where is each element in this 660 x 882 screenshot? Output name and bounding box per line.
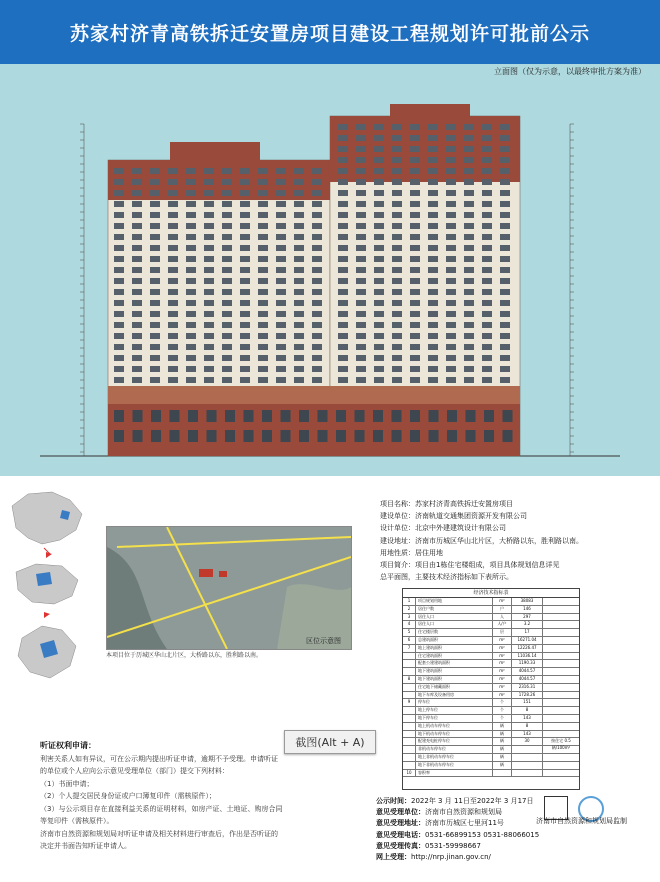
footer-row <box>376 841 656 852</box>
notice-footer <box>376 796 656 863</box>
hearing-line: 等复印件（需核原件）。 <box>40 817 114 825</box>
table-cell <box>543 762 579 769</box>
table-cell: m² <box>493 684 512 691</box>
hearing-line: 的单位或个人应向公示意见受理单位（部门）提交下列材料： <box>40 767 229 775</box>
table-row <box>403 707 579 715</box>
table-cell: 地下停车位 <box>416 715 493 722</box>
table-cell: 地下建筑面积 <box>416 676 493 683</box>
table-cell <box>512 770 543 777</box>
table-cell: 3 <box>403 614 416 621</box>
table-cell: 辆 <box>493 723 512 730</box>
table-cell: 辆 <box>493 762 512 769</box>
table-cell: 16271.04 <box>512 637 543 644</box>
indicator-table <box>402 588 580 790</box>
table-row <box>403 699 579 707</box>
table-cell: 7 <box>403 645 416 652</box>
table-cell <box>543 723 579 730</box>
project-summary: 项目简介：项目由1栋住宅楼组成，项目具体规划信息详见 <box>380 561 560 570</box>
table-cell <box>543 754 579 761</box>
footer-row <box>376 852 656 863</box>
table-cell: 个 <box>493 707 512 714</box>
table-title: 经济技术指标表 <box>403 589 579 598</box>
table-cell <box>543 653 579 660</box>
site-location-map <box>106 526 352 650</box>
hearing-line: 利害关系人如有异议，可在公示期内提出听证申请，逾期不予受理。申请听证 <box>40 754 278 763</box>
project-summary-2: 总平面图，主要技术经济指标如下表所示。 <box>380 573 513 582</box>
addr-value: 济南市历城区七里河11号 <box>425 819 504 828</box>
table-row <box>403 660 579 668</box>
table-cell: 17 <box>512 629 543 636</box>
table-row <box>403 762 579 770</box>
table-cell <box>512 762 543 769</box>
title-bar <box>0 0 660 64</box>
table-cell: m² <box>493 676 512 683</box>
table-cell: 地上建筑面积 <box>416 645 493 652</box>
table-cell: 住宅楼层数 <box>416 629 493 636</box>
table-cell: 住宅建筑面积 <box>416 653 493 660</box>
table-row <box>403 715 579 723</box>
table-cell <box>403 707 416 714</box>
table-cell: 项目规划用地 <box>416 598 493 605</box>
issuer-text: 济南市自然资源和规划局监制 <box>536 817 627 825</box>
page-title: 苏家村济青高铁拆迁安置房项目建设工程规划许可批前公示 <box>69 22 590 45</box>
table-cell <box>543 731 579 738</box>
info-section <box>0 478 660 882</box>
table-cell <box>543 668 579 675</box>
table-row <box>403 692 579 700</box>
table-cell: 辆 <box>493 731 512 738</box>
table-cell: 11036.14 <box>512 653 543 660</box>
table-cell: 143 <box>512 715 543 722</box>
table-cell: 配建充电桩停车位 <box>416 738 493 745</box>
table-cell <box>543 715 579 722</box>
table-row <box>403 606 579 614</box>
table-cell: 10 <box>403 770 416 777</box>
table-cell: 6 <box>403 637 416 644</box>
table-cell <box>512 754 543 761</box>
table-row <box>403 598 579 606</box>
table-cell: 5 <box>403 629 416 636</box>
table-cell <box>403 731 416 738</box>
table-row <box>403 676 579 684</box>
web-value[interactable]: http://nrp.jinan.gov.cn/ <box>411 853 491 862</box>
table-cell <box>403 754 416 761</box>
table-row <box>403 645 579 653</box>
footer-row <box>376 796 656 807</box>
period-label: 公示时间： <box>376 797 411 805</box>
table-cell: 辆 <box>493 746 512 753</box>
table-cell: 辆 <box>493 738 512 745</box>
table-cell <box>543 692 579 699</box>
table-cell: 地下车库及设备用房 <box>416 692 493 699</box>
table-cell <box>543 629 579 636</box>
table-cell: 按住宅 0.5 辆/100m² <box>551 738 571 751</box>
table-cell <box>403 715 416 722</box>
table-cell <box>543 606 579 613</box>
table-cell: 2316.31 <box>512 684 543 691</box>
table-row <box>403 754 579 762</box>
table-cell: 151 <box>512 699 543 706</box>
table-cell: 配套公建建筑面积 <box>416 660 493 667</box>
table-cell: 30 <box>512 738 543 745</box>
table-cell: m² <box>493 660 512 667</box>
table-cell <box>403 684 416 691</box>
table-cell: 地下非机动车停车位 <box>416 762 493 769</box>
table-cell <box>403 660 416 667</box>
table-row <box>403 653 579 661</box>
table-cell: 8 <box>512 723 543 730</box>
table-cell: m² <box>493 653 512 660</box>
table-cell: 非机动车停车位 <box>416 746 493 753</box>
period-value: 2022年 3 月 11日至2022年 3 月17日 <box>411 797 534 805</box>
table-cell: 2 <box>403 606 416 613</box>
site-map-caption: 本项目位于历城区华山北片区，大桥路以东，胜利路以南。 <box>106 652 263 659</box>
hearing-rights <box>40 740 330 853</box>
table-cell: m² <box>493 637 512 644</box>
table-cell: 297 <box>512 614 543 621</box>
table-row <box>403 770 579 778</box>
table-cell: 地下建筑面积 <box>416 668 493 675</box>
hearing-line: 决定并书面告知听证申请人。 <box>40 842 131 850</box>
phone-label: 意见受理电话： <box>376 830 425 839</box>
table-cell: 1190.33 <box>512 660 543 667</box>
table-cell: m² <box>493 692 512 699</box>
table-cell <box>543 637 579 644</box>
table-cell: 38083 <box>512 598 543 605</box>
fax-value: 0531-59998667 <box>425 841 481 850</box>
table-cell <box>403 746 416 753</box>
table-cell: 居住户数 <box>416 606 493 613</box>
project-name: 项目名称：苏家村济青高铁拆迁安置房项目 <box>380 500 513 508</box>
location-maps-graphic <box>6 488 90 718</box>
table-row <box>403 621 579 629</box>
table-cell: 地下机动车停车位 <box>416 731 493 738</box>
table-cell <box>543 770 579 777</box>
table-cell <box>543 746 579 753</box>
table-cell <box>403 723 416 730</box>
table-cell: 层 <box>493 629 512 636</box>
table-cell <box>493 770 512 777</box>
table-cell <box>543 621 579 628</box>
table-cell: 停车位 <box>416 699 493 706</box>
hearing-line: （3）与公示项目存在直接利益关系的证明材料，如房产证、土地证、购房合同 <box>40 804 283 813</box>
table-cell: 1728.26 <box>512 692 543 699</box>
table-cell <box>403 668 416 675</box>
project-builder: 建设单位：济南轨道交通集团资源开发有限公司 <box>380 512 527 521</box>
project-info <box>380 498 656 583</box>
table-row <box>403 746 579 754</box>
phone-value: 0531-66899153 0531-88066015 <box>425 830 540 839</box>
site-map-label: 区位示意图 <box>306 637 341 645</box>
org-label: 意见受理单位： <box>376 808 425 817</box>
table-row <box>403 614 579 622</box>
web-label: 网上受理： <box>376 853 411 862</box>
table-cell: 4 <box>403 621 416 628</box>
table-cell: 4044.57 <box>512 676 543 683</box>
project-designer: 设计单位：北京中外建建筑设计有限公司 <box>380 524 506 533</box>
table-cell: 地上非机动车停车位 <box>416 754 493 761</box>
table-cell: 容积率 <box>416 770 493 777</box>
table-cell: 1 <box>403 598 416 605</box>
table-row <box>403 684 579 692</box>
table-cell <box>543 684 579 691</box>
table-cell: 人/户 <box>493 621 512 628</box>
table-cell <box>543 645 579 652</box>
table-cell <box>543 614 579 621</box>
table-cell: 地上机动车停车位 <box>416 723 493 730</box>
table-cell: m² <box>493 645 512 652</box>
table-cell <box>543 660 579 667</box>
table-cell: m² <box>493 668 512 675</box>
table-row <box>403 629 579 637</box>
table-cell: 户 <box>493 606 512 613</box>
table-cell: 住宅地下储藏面积 <box>416 684 493 691</box>
screenshot-button[interactable]: 截图(Alt + A) <box>284 730 376 754</box>
table-cell: 辆 <box>493 754 512 761</box>
elevation-drawing <box>0 64 660 476</box>
project-location: 建设地址：济南市历城区华山北片区，大桥路以东，胜利路以南。 <box>380 536 583 545</box>
building-elevation <box>0 64 660 476</box>
table-cell: 地上停车位 <box>416 707 493 714</box>
table-cell <box>543 707 579 714</box>
table-cell: m² <box>493 598 512 605</box>
org-value: 济南市自然资源和规划局 <box>425 808 502 817</box>
fax-label: 意见受理传真： <box>376 841 425 850</box>
province-maps <box>6 488 90 718</box>
project-land-use: 用地性质：居住用地 <box>380 548 443 557</box>
hearing-title: 听证权利申请： <box>40 741 96 750</box>
table-row <box>403 723 579 731</box>
hearing-line: （2）个人提交居民身份证或户口簿复印件（需核原件）； <box>40 792 216 800</box>
hearing-line: 济南市自然资源和规划局对听证申请及相关材料进行审查后，作出是否听证的 <box>40 829 278 838</box>
table-cell: 8 <box>403 676 416 683</box>
table-cell <box>403 692 416 699</box>
elevation-caption: 立面图（仅为示意，以最终审批方案为准） <box>494 67 646 76</box>
table-cell: 9 <box>403 699 416 706</box>
table-cell: 个 <box>493 699 512 706</box>
footer-row <box>376 830 656 841</box>
table-cell <box>543 699 579 706</box>
table-cell <box>403 653 416 660</box>
table-cell <box>543 676 579 683</box>
table-cell: 居住人口 <box>416 614 493 621</box>
table-cell: 总建筑面积 <box>416 637 493 644</box>
table-cell: 人 <box>493 614 512 621</box>
table-cell <box>512 746 543 753</box>
table-cell: 143 <box>512 731 543 738</box>
table-cell: 3.2 <box>512 621 543 628</box>
table-row <box>403 637 579 645</box>
table-cell: 个 <box>493 715 512 722</box>
table-cell: 4044.57 <box>512 668 543 675</box>
table-cell: 12226.47 <box>512 645 543 652</box>
table-cell <box>403 738 416 745</box>
addr-label: 意见受理地址： <box>376 819 425 828</box>
hearing-line: （1）书面申请； <box>40 779 94 788</box>
table-cell <box>403 762 416 769</box>
table-cell: 居住人口 <box>416 621 493 628</box>
table-cell <box>543 598 579 605</box>
table-cell: 146 <box>512 606 543 613</box>
table-cell: 8 <box>512 707 543 714</box>
table-row <box>403 668 579 676</box>
